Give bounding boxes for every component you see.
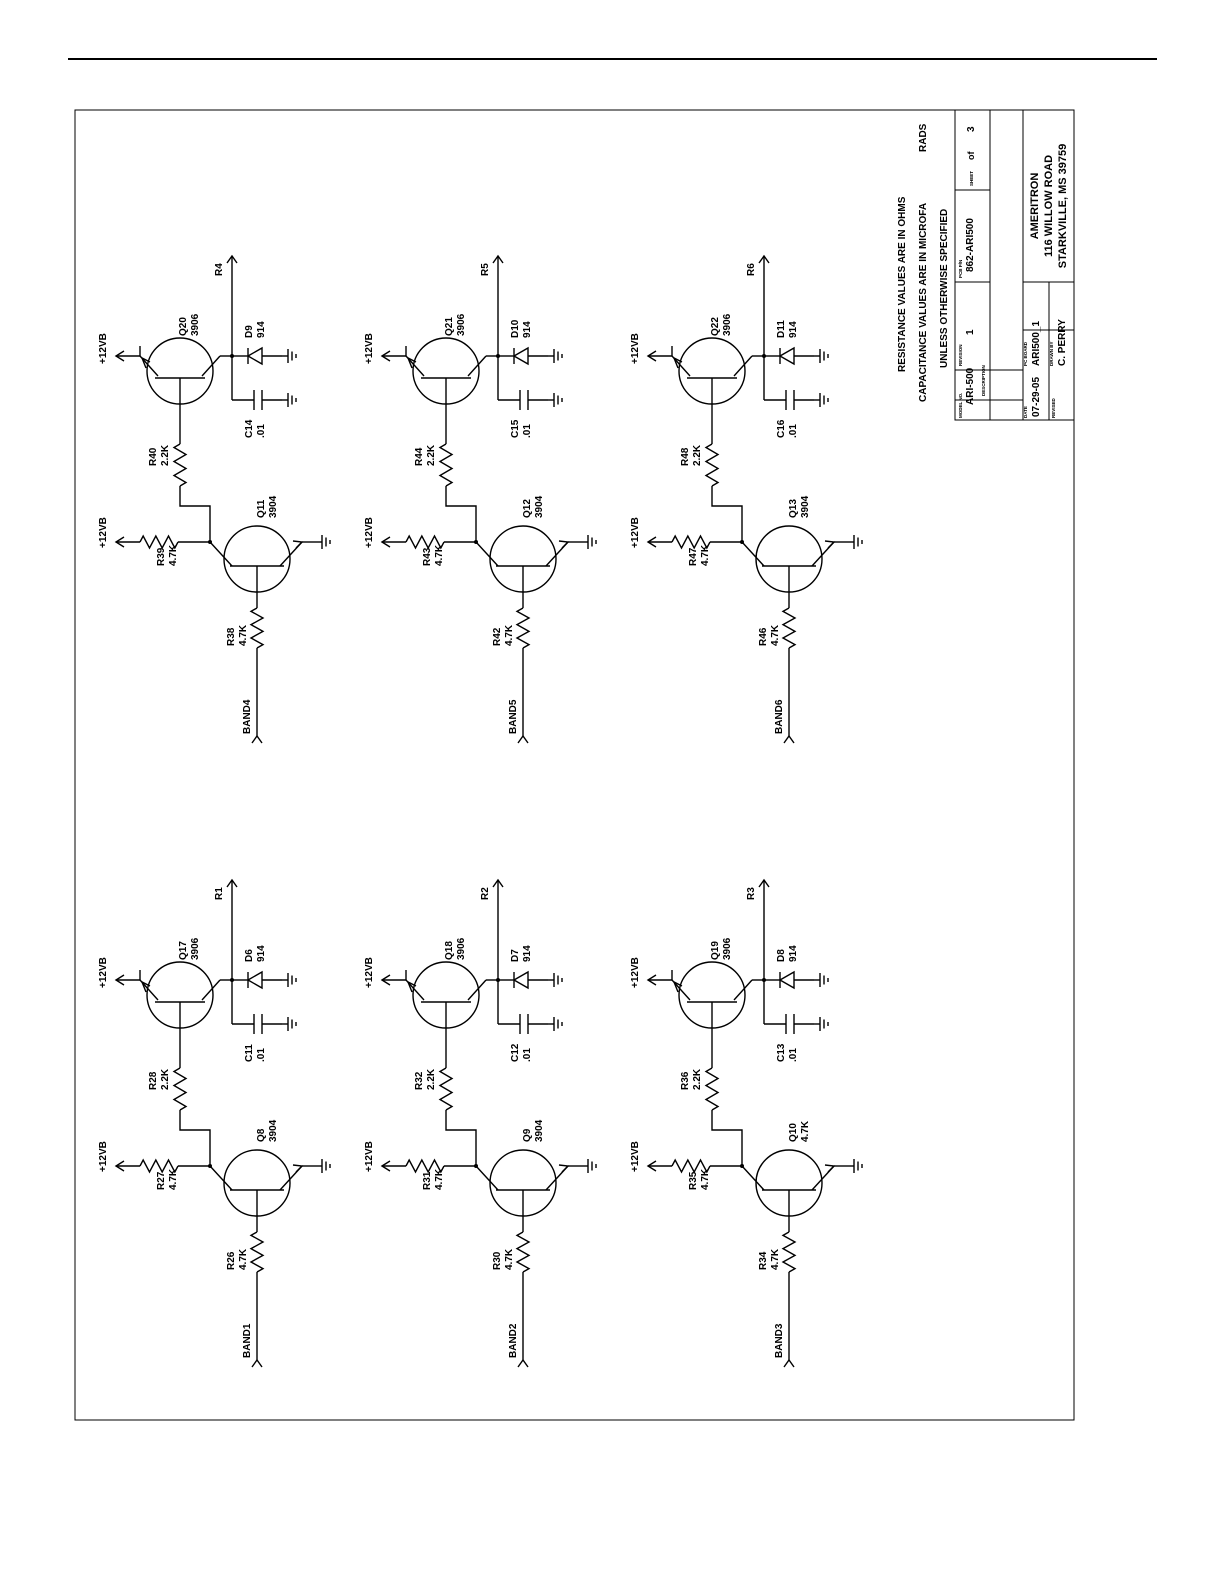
resistor-ref: R44 (414, 447, 425, 466)
date-value: 07-29-05 (1031, 376, 1042, 417)
band-driver-circuit (98, 256, 330, 743)
note-line2: CAPACITANCE VALUES ARE IN MICROFA (918, 202, 929, 402)
transistor-ref: Q21 (444, 317, 455, 336)
band-label: BAND4 (242, 699, 253, 734)
resistor-ref: R27 (156, 1171, 167, 1190)
relay-label: R3 (746, 887, 757, 900)
capacitor-ref: C13 (776, 1043, 787, 1062)
band-label: BAND1 (242, 1323, 253, 1358)
resistor-value: 4.7K (504, 1248, 515, 1270)
resistor-value: 2.2K (692, 1068, 703, 1090)
note-line3: UNLESS OTHERWISE SPECIFIED (939, 208, 950, 368)
transistor-ref: Q20 (178, 317, 189, 336)
supply-label: +12VB (630, 517, 641, 548)
diode-type: 914 (256, 945, 267, 962)
relay-label: R6 (746, 263, 757, 276)
capacitor-value: .01 (788, 1048, 799, 1062)
diode-ref: D9 (244, 325, 255, 338)
diode-ref: D11 (776, 320, 787, 338)
model-no-value: ARI-500 (965, 367, 976, 405)
resistor-value: 4.7K (168, 544, 179, 566)
band-driver-circuit (364, 256, 596, 743)
transistor-type: 3904 (268, 1119, 279, 1142)
resistor-ref: R47 (688, 547, 699, 566)
transistor-ref: Q11 (256, 499, 267, 518)
supply-label: +12VB (98, 1141, 109, 1172)
note-line1: RESISTANCE VALUES ARE IN OHMS (897, 196, 908, 372)
transistor-ref: Q13 (788, 499, 799, 518)
supply-label: +12VB (364, 517, 375, 548)
capacitor-ref: C15 (510, 419, 521, 438)
supply-label: +12VB (364, 1141, 375, 1172)
capacitor-value: .01 (256, 424, 267, 438)
company-address1: 116 WILLOW ROAD (1043, 154, 1055, 258)
sheet-of: of (966, 151, 976, 160)
resistor-ref: R38 (226, 627, 237, 646)
resistor-ref: R36 (680, 1071, 691, 1090)
diode-ref: D6 (244, 949, 255, 962)
revised-label: REVISED (1051, 398, 1056, 418)
resistor-ref: R32 (414, 1071, 425, 1090)
resistor-ref: R30 (492, 1251, 503, 1270)
resistor-ref: R46 (758, 627, 769, 646)
band-driver-circuit (364, 880, 596, 1367)
capacitor-value: .01 (522, 424, 533, 438)
resistor-value: 2.2K (426, 444, 437, 466)
resistor-ref: R35 (688, 1171, 699, 1190)
relay-label: R4 (214, 263, 225, 276)
band-label: BAND2 (508, 1323, 519, 1358)
transistor-ref: Q19 (710, 941, 721, 960)
diode-ref: D7 (510, 949, 521, 962)
resistor-ref: R39 (156, 547, 167, 566)
band-driver-circuit (630, 880, 862, 1367)
supply-label: +12VB (98, 517, 109, 548)
resistor-ref: R28 (148, 1071, 159, 1090)
supply-label: +12VB (364, 333, 375, 364)
company-name: AMERITRON (1029, 172, 1041, 240)
resistor-value: 4.7K (238, 624, 249, 646)
resistor-ref: R34 (758, 1251, 769, 1270)
supply-label: +12VB (630, 957, 641, 988)
band-driver-circuit (98, 880, 330, 1367)
transistor-ref: Q17 (178, 941, 189, 960)
transistor-type: 3904 (534, 1119, 545, 1142)
transistor-ref: Q10 (788, 1123, 799, 1142)
company-address2: STARKVILLE, MS 39759 (1057, 143, 1069, 269)
resistor-value: 4.7K (770, 624, 781, 646)
capacitor-value: .01 (788, 424, 799, 438)
capacitor-ref: C11 (244, 1044, 255, 1062)
relay-label: R2 (480, 887, 491, 900)
supply-label: +12VB (630, 333, 641, 364)
supply-label: +12VB (630, 1141, 641, 1172)
capacitor-ref: C12 (510, 1043, 521, 1062)
notes (897, 123, 950, 402)
capacitor-ref: C16 (776, 419, 787, 438)
resistor-value: 4.7K (504, 624, 515, 646)
transistor-type: 3906 (456, 313, 467, 336)
resistor-ref: R48 (680, 447, 691, 466)
transistor-ref: Q12 (522, 499, 533, 518)
diode-ref: D8 (776, 949, 787, 962)
transistor-type: 3904 (534, 495, 545, 518)
resistor-ref: R31 (422, 1171, 433, 1190)
transistor-type: 3904 (268, 495, 279, 518)
date-label: DATE (1023, 406, 1028, 418)
supply-label: +12VB (98, 333, 109, 364)
note-line2-tail: RADS (918, 123, 929, 152)
relay-label: R1 (214, 887, 225, 900)
resistor-value: 2.2K (160, 1068, 171, 1090)
resistor-value: 2.2K (160, 444, 171, 466)
resistor-value: 4.7K (434, 544, 445, 566)
capacitor-value: .01 (522, 1048, 533, 1062)
resistor-ref: R42 (492, 627, 503, 646)
resistor-value: 2.2K (692, 444, 703, 466)
resistor-ref: R43 (422, 547, 433, 566)
diode-type: 914 (522, 321, 533, 338)
transistor-ref: Q9 (522, 1128, 533, 1142)
capacitor-ref: C14 (244, 419, 255, 438)
resistor-value: 4.7K (700, 1168, 711, 1190)
resistor-value: 4.7K (238, 1248, 249, 1270)
transistor-type: 3904 (800, 495, 811, 518)
resistor-value: 4.7K (770, 1248, 781, 1270)
pcb-pn-label: PCB P/N (958, 259, 963, 278)
transistor-type: 3906 (456, 937, 467, 960)
diode-ref: D10 (510, 319, 521, 338)
resistor-value: 2.2K (426, 1068, 437, 1090)
diode-type: 914 (522, 945, 533, 962)
pc-board-label: PC BOARD (1023, 341, 1028, 366)
sheet-label: SHEET (969, 170, 974, 186)
resistor-ref: R40 (148, 447, 159, 466)
transistor-ref: Q22 (710, 317, 721, 336)
revision-value: 1 (965, 329, 976, 335)
supply-label: +12VB (364, 957, 375, 988)
capacitor-value: .01 (256, 1048, 267, 1062)
diode-type: 914 (256, 321, 267, 338)
transistor-type: 3906 (722, 313, 733, 336)
sheet-value: 3 (966, 126, 977, 132)
diode-type: 914 (788, 945, 799, 962)
band-driver-circuit (630, 256, 862, 743)
pcb-pn-value: 862-ARI500 (965, 218, 976, 272)
circuit-group (98, 256, 862, 1367)
drawn-by-value: C. PERRY (1057, 319, 1068, 366)
resistor-value: 4.7K (700, 544, 711, 566)
diode-type: 914 (788, 321, 799, 338)
transistor-type: 3906 (722, 937, 733, 960)
model-no-label: MODEL NO. (958, 392, 963, 418)
transistor-type: 3906 (190, 313, 201, 336)
transistor-type: 3906 (190, 937, 201, 960)
title-block (955, 110, 1074, 420)
transistor-ref: Q18 (444, 941, 455, 960)
relay-label: R5 (480, 263, 491, 276)
transistor-type: 4.7K (800, 1120, 811, 1142)
resistor-value: 4.7K (434, 1168, 445, 1190)
band-label: BAND5 (508, 699, 519, 734)
resistor-ref: R26 (226, 1251, 237, 1270)
revision-label: REVISION (958, 344, 963, 366)
band-label: BAND3 (774, 1323, 785, 1358)
pc-board-value: ARI500_1 (1031, 320, 1042, 366)
supply-label: +12VB (98, 957, 109, 988)
resistor-value: 4.7K (168, 1168, 179, 1190)
drawn-by-label: DRAWN BY (1049, 341, 1054, 366)
transistor-ref: Q8 (256, 1128, 267, 1142)
band-label: BAND6 (774, 699, 785, 734)
description-label: DESCRIPTION (981, 365, 986, 396)
